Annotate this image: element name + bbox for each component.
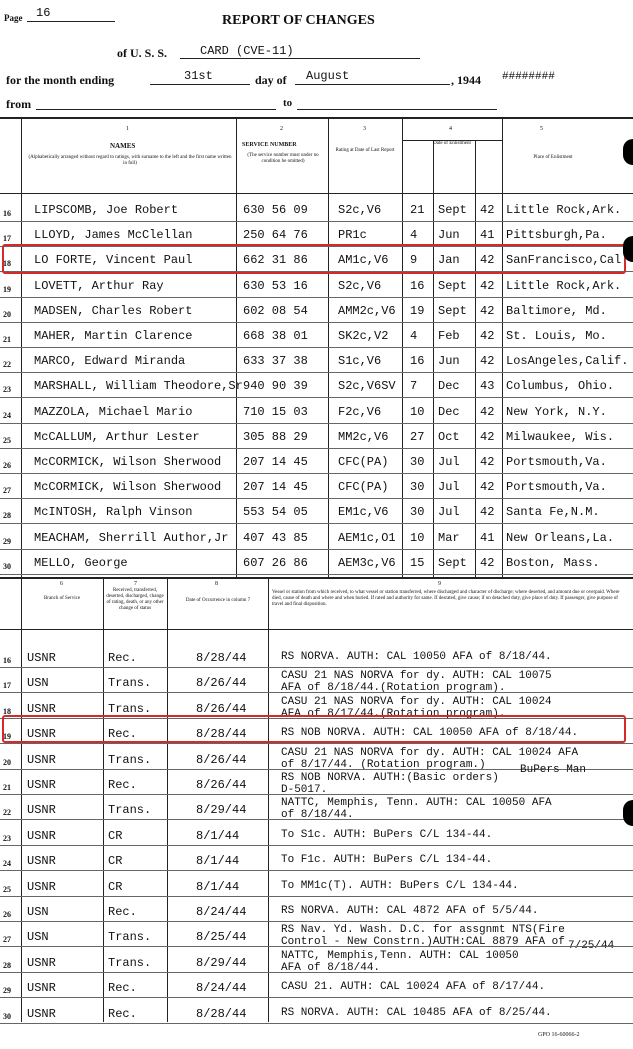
place-cell: St. Louis, Mo.	[506, 329, 607, 343]
enlist-year-cell: 42	[480, 480, 495, 495]
date-cell: 8/26/44	[196, 701, 247, 716]
place-cell: Portsmouth,Va.	[506, 480, 607, 495]
remarks-line-2: of 8/17/44. (Rotation program.)	[281, 758, 486, 771]
name-cell: LIPSCOMB, Joe Robert	[34, 203, 179, 217]
month-label: for the month ending	[6, 73, 115, 87]
status-cell: Trans.	[108, 930, 152, 945]
enlist-month-cell: Jun	[438, 228, 460, 243]
row-number: 29	[3, 536, 11, 546]
row-number: 24	[3, 859, 11, 869]
place-cell: LosAngeles,Calif.	[506, 354, 629, 369]
row-number: 21	[3, 783, 11, 792]
branch-cell: USNR	[27, 651, 56, 665]
row-number: 22	[3, 360, 11, 370]
service-number-cell: 630 53 16	[243, 278, 308, 293]
enlist-month-cell: Dec	[438, 379, 460, 394]
branch-cell: USNR	[27, 879, 56, 894]
status-cell: Trans.	[108, 955, 152, 970]
col1-note: (Alphabetically arranged without regard to ratings, with surname to the left and the first name written in full)	[28, 155, 232, 166]
col4-title: Date of Enlistment	[433, 141, 471, 146]
date-cell: 8/26/44	[196, 778, 247, 792]
status-cell: Trans.	[108, 701, 152, 716]
page-number: 16	[36, 6, 51, 20]
place-cell: Baltimore, Md.	[506, 303, 607, 318]
remarks-line-1: RS Nav. Yd. Wash. D.C. for assgnmt NTS(Fire	[281, 924, 565, 937]
enlist-month-cell: Sept	[438, 278, 467, 293]
date-cell: 8/28/44	[196, 1006, 247, 1021]
row-number: 16	[3, 209, 11, 218]
enlist-month-cell: Oct	[438, 429, 460, 444]
service-number-cell: 607 26 86	[243, 555, 308, 570]
service-number-cell: 250 64 76	[243, 228, 308, 243]
remarks-line-1: RS NORVA. AUTH: CAL 10485 AFA of 8/25/44.	[281, 1006, 552, 1019]
remarks-line-2: D-5017.	[281, 784, 328, 796]
remarks-line-1: To MM1c(T). AUTH: BuPers C/L 134-44.	[281, 879, 519, 892]
rating-cell: CFC(PA)	[338, 455, 389, 469]
rating-cell: S2c,V6	[338, 278, 382, 293]
highlight-box-bottom	[2, 715, 626, 743]
service-number-cell: 668 38 01	[243, 329, 308, 343]
page-label: Page	[4, 13, 23, 23]
status-cell: Trans.	[108, 803, 152, 818]
name-cell: MARCO, Edward Miranda	[34, 354, 186, 369]
enlist-day-cell: 30	[410, 455, 425, 469]
enlist-day-cell: 19	[410, 303, 425, 318]
rating-cell: SK2c,V2	[338, 329, 389, 343]
rating-cell: S2c,V6	[338, 203, 382, 217]
place-cell: Milwaukee, Wis.	[506, 429, 615, 444]
service-number-cell: 662 31 86	[243, 253, 308, 268]
branch-cell: USNR	[27, 828, 56, 843]
date-cell: 8/26/44	[196, 752, 247, 767]
row-number: 25	[3, 884, 11, 894]
rating-cell: PR1c	[338, 228, 367, 243]
enlist-month-cell: Jul	[438, 455, 460, 469]
remarks-line-1: To F1c. AUTH: BuPers C/L 134-44.	[281, 854, 493, 867]
rating-cell: AEM3c,V6	[338, 555, 396, 570]
date-cell: 8/28/44	[196, 651, 247, 665]
col7-title: Received, transferred, deserted, discharged, change of rating, death, or any other change of status	[106, 588, 164, 611]
row-number: 17	[3, 681, 11, 691]
enlist-year-cell: 42	[480, 505, 495, 520]
remarks-line-2: Control - New Constrn.)AUTH:CAL 8879 AFA of	[281, 936, 565, 949]
name-cell: LLOYD, James McClellan	[34, 228, 193, 243]
remarks-line-1: CASU 21. AUTH: CAL 10024 AFA of 8/17/44.	[281, 981, 546, 994]
remarks-note: BuPers Man	[520, 764, 587, 776]
remarks-line-1: RS NORVA. AUTH: CAL 10050 AFA of 8/18/44.	[281, 651, 552, 663]
enlist-month-cell: Mar	[438, 530, 460, 545]
branch-cell: USNR	[27, 727, 56, 742]
row-number: 21	[3, 335, 11, 344]
enlist-month-cell: Dec	[438, 404, 460, 419]
rating-cell: AEM1c,O1	[338, 530, 396, 545]
branch-cell: USNR	[27, 1006, 56, 1021]
row-number: 25	[3, 435, 11, 445]
name-cell: MAHER, Martin Clarence	[34, 329, 193, 343]
date-cell: 8/25/44	[196, 930, 247, 945]
row-number: 19	[3, 284, 11, 294]
name-cell: MAZZOLA, Michael Mario	[34, 404, 193, 419]
branch-cell: USN	[27, 676, 49, 691]
rating-cell: EM1c,V6	[338, 505, 389, 520]
service-number-cell: 553 54 05	[243, 505, 308, 520]
remarks-line-2: AFA of 8/17/44.(Rotation program).	[281, 707, 506, 720]
row-number: 26	[3, 461, 11, 470]
highlight-box-top	[2, 244, 626, 274]
date-cell: 8/1/44	[196, 854, 240, 869]
ship-label: of U. S. S.	[117, 46, 168, 60]
row-number: 19	[3, 732, 11, 742]
remarks-line-2: of 8/18/44.	[281, 809, 354, 822]
month-day: 31st	[184, 69, 213, 83]
enlist-year-cell: 42	[480, 354, 495, 369]
enlist-year-cell: 42	[480, 329, 495, 343]
row-number: 30	[3, 1011, 11, 1021]
rating-cell: CFC(PA)	[338, 480, 389, 495]
place-cell: Boston, Mass.	[506, 555, 600, 570]
name-cell: MEACHAM, Sherrill Author,Jr	[34, 530, 229, 545]
row-number: 28	[3, 960, 11, 970]
binder-hole	[623, 236, 633, 262]
name-cell: LOVETT, Arthur Ray	[34, 278, 164, 293]
place-cell: Portsmouth,Va.	[506, 455, 607, 469]
enlist-day-cell: 10	[410, 530, 425, 545]
rating-cell: S1c,V6	[338, 354, 382, 369]
name-cell: MADSEN, Charles Robert	[34, 303, 193, 318]
col3-title: Rating at Date of Last Report	[335, 148, 395, 153]
rating-cell: S2c,V6SV	[338, 379, 396, 394]
col4-number: 4	[449, 126, 452, 132]
remarks-line-1: NATTC, Memphis, Tenn. AUTH: CAL 10050 AFA	[281, 797, 552, 810]
enlist-day-cell: 4	[410, 329, 418, 343]
enlist-month-cell: Sept	[438, 555, 467, 570]
name-cell: McCORMICK, Wilson Sherwood	[34, 455, 222, 469]
month-name: August	[306, 69, 350, 83]
binder-hole	[623, 139, 633, 165]
remarks-line-1: RS NORVA. AUTH: CAL 4872 AFA of 5/5/44.	[281, 905, 539, 917]
to-label: to	[283, 97, 293, 109]
col6-number: 6	[60, 581, 63, 587]
row-number: 30	[3, 561, 11, 571]
branch-cell: USNR	[27, 955, 56, 970]
year: , 1944	[451, 73, 481, 87]
name-cell: MARSHALL, William Theodore,Sr	[34, 379, 243, 394]
service-number-cell: 407 43 85	[243, 530, 308, 545]
row-number: 23	[3, 833, 11, 843]
enlist-year-cell: 41	[480, 530, 495, 545]
place-cell: New York, N.Y.	[506, 404, 607, 419]
branch-cell: USNR	[27, 778, 56, 792]
col1-number: 1	[126, 126, 129, 132]
enlist-month-cell: Jul	[438, 480, 460, 495]
name-cell: LO FORTE, Vincent Paul	[34, 253, 193, 268]
day-of-label: day of	[255, 73, 287, 87]
enlist-year-cell: 43	[480, 379, 495, 394]
row-number: 27	[3, 486, 11, 496]
branch-cell: USNR	[27, 854, 56, 869]
col9-number: 9	[438, 581, 441, 587]
enlist-day-cell: 15	[410, 555, 425, 570]
date-cell: 8/24/44	[196, 981, 247, 996]
row-number: 29	[3, 986, 11, 996]
name-cell: MELLO, George	[34, 555, 128, 570]
status-cell: CR	[108, 854, 123, 869]
status-cell: Rec.	[108, 727, 137, 742]
row-number: 27	[3, 935, 11, 945]
branch-cell: USNR	[27, 981, 56, 996]
place-cell: New Orleans,La.	[506, 530, 615, 545]
enlist-day-cell: 30	[410, 505, 425, 520]
place-cell: SanFrancisco,Cal	[506, 253, 622, 268]
date-cell: 8/26/44	[196, 676, 247, 691]
row-number: 18	[3, 259, 11, 269]
service-number-cell: 207 14 45	[243, 480, 308, 495]
enlist-year-cell: 42	[480, 404, 495, 419]
date-cell: 8/24/44	[196, 905, 247, 919]
col8-number: 8	[215, 581, 218, 587]
name-cell: McCORMICK, Wilson Sherwood	[34, 480, 222, 495]
enlist-year-cell: 42	[480, 555, 495, 570]
service-number-cell: 710 15 03	[243, 404, 308, 419]
row-number: 18	[3, 706, 11, 716]
branch-cell: USNR	[27, 803, 56, 818]
remarks-line-2: AFA of 8/18/44.	[281, 961, 381, 974]
col2-number: 2	[280, 126, 283, 132]
enlist-year-cell: 42	[480, 278, 495, 293]
status-cell: Rec.	[108, 778, 137, 792]
date-cell: 8/1/44	[196, 879, 240, 894]
place-cell: Pittsburgh,Pa.	[506, 228, 607, 243]
enlist-year-cell: 42	[480, 429, 495, 444]
row-number: 20	[3, 309, 11, 319]
date-cell: 8/29/44	[196, 803, 247, 818]
row-number: 22	[3, 808, 11, 818]
enlist-month-cell: Jan	[438, 253, 460, 268]
service-number-cell: 207 14 45	[243, 455, 308, 469]
status-cell: Rec.	[108, 651, 137, 665]
remarks-line-3: 7/25/44	[568, 940, 615, 953]
enlist-year-cell: 42	[480, 253, 495, 268]
enlist-day-cell: 10	[410, 404, 425, 419]
rating-cell: F2c,V6	[338, 404, 382, 419]
place-cell: Columbus, Ohio.	[506, 379, 615, 394]
report-title: REPORT OF CHANGES	[222, 13, 375, 28]
col2-title: SERVICE NUMBER	[242, 142, 297, 148]
col5-title: Place of Enlistment	[533, 155, 573, 160]
rating-cell: AMM2c,V6	[338, 303, 396, 318]
service-number-cell: 633 37 38	[243, 354, 308, 369]
col3-number: 3	[363, 126, 366, 132]
ship-name: CARD (CVE-11)	[200, 44, 294, 58]
remarks-line-1: CASU 21 NAS NORVA for dy. AUTH: CAL 10075	[281, 670, 552, 683]
row-number: 16	[3, 656, 11, 665]
name-cell: McINTOSH, Ralph Vinson	[34, 505, 193, 520]
col9-title: Vessel or station from which received, to what vessel or station transferred, where discharged and character of discharge; where deserted, and amount due or overpaid. Where died, cause of death and where and when buried. If rated and authority for same. If desrated, give cause; if on detached duty, give place of duty. If passenger, give purpose of travel and final disposition.	[272, 590, 620, 607]
enlist-day-cell: 4	[410, 228, 418, 243]
col6-title: Branch of Service	[43, 596, 81, 601]
status-cell: CR	[108, 828, 123, 843]
status-cell: Trans.	[108, 752, 152, 767]
row-number: 17	[3, 234, 11, 244]
col8-title: Date of Occurrence in column 7	[185, 598, 251, 603]
enlist-day-cell: 16	[410, 278, 425, 293]
enlist-year-cell: 42	[480, 203, 495, 217]
row-number: 24	[3, 410, 11, 420]
branch-cell: USN	[27, 905, 49, 919]
remarks-line-1: CASU 21 NAS NORVA for dy. AUTH: CAL 10024 AFA	[281, 746, 579, 759]
remarks-line-1: To S1c. AUTH: BuPers C/L 134-44.	[281, 828, 493, 841]
print-code: GPO 16-60066-2	[538, 1032, 580, 1038]
service-number-cell: 602 08 54	[243, 303, 308, 318]
struck-text: ########	[502, 71, 555, 83]
enlist-year-cell: 42	[480, 455, 495, 469]
enlist-day-cell: 30	[410, 480, 425, 495]
date-cell: 8/29/44	[196, 955, 247, 970]
row-number: 23	[3, 385, 11, 395]
branch-cell: USNR	[27, 752, 56, 767]
remarks-line-1: CASU 21 NAS NORVA for dy. AUTH: CAL 10024	[281, 695, 552, 708]
remarks-line-1: RS NOB NORVA. AUTH:(Basic orders)	[281, 772, 499, 784]
row-number: 28	[3, 511, 11, 521]
binder-hole	[623, 800, 633, 826]
col1-title: NAMES	[110, 142, 136, 150]
row-number: 26	[3, 910, 11, 919]
date-cell: 8/1/44	[196, 828, 240, 843]
enlist-month-cell: Sept	[438, 303, 467, 318]
service-number-cell: 305 88 29	[243, 429, 308, 444]
enlist-day-cell: 16	[410, 354, 425, 369]
place-cell: Little Rock,Ark.	[506, 278, 622, 293]
branch-cell: USNR	[27, 701, 56, 716]
place-cell: Santa Fe,N.M.	[506, 505, 600, 520]
remarks-line-1: RS NOB NORVA. AUTH: CAL 10050 AFA of 8/18/44.	[281, 727, 579, 740]
service-number-cell: 940 90 39	[243, 379, 308, 394]
enlist-day-cell: 27	[410, 429, 425, 444]
enlist-year-cell: 42	[480, 303, 495, 318]
enlist-year-cell: 41	[480, 228, 495, 243]
enlist-month-cell: Sept	[438, 203, 467, 217]
enlist-day-cell: 21	[410, 203, 425, 217]
col7-number: 7	[134, 581, 137, 587]
remarks-line-1: NATTC, Memphis,Tenn. AUTH: CAL 10050	[281, 949, 519, 962]
date-cell: 8/28/44	[196, 727, 247, 742]
name-cell: McCALLUM, Arthur Lester	[34, 429, 200, 444]
service-number-cell: 630 56 09	[243, 203, 308, 217]
enlist-month-cell: Feb	[438, 329, 460, 343]
rating-cell: MM2c,V6	[338, 429, 389, 444]
col2-note: (The service number must under no condition be omitted)	[247, 153, 319, 164]
enlist-month-cell: Jun	[438, 354, 460, 369]
status-cell: Trans.	[108, 676, 152, 691]
enlist-day-cell: 9	[410, 253, 418, 268]
col5-number: 5	[540, 126, 543, 132]
status-cell: Rec.	[108, 1006, 137, 1021]
status-cell: Rec.	[108, 905, 137, 919]
enlist-month-cell: Jul	[438, 505, 460, 520]
branch-cell: USN	[27, 930, 49, 945]
place-cell: Little Rock,Ark.	[506, 203, 622, 217]
status-cell: Rec.	[108, 981, 137, 996]
row-number: 20	[3, 757, 11, 767]
from-label: from	[6, 97, 32, 111]
remarks-line-2: AFA of 8/18/44.(Rotation program).	[281, 682, 506, 695]
status-cell: CR	[108, 879, 123, 894]
enlist-day-cell: 7	[410, 379, 418, 394]
rating-cell: AM1c,V6	[338, 253, 389, 268]
